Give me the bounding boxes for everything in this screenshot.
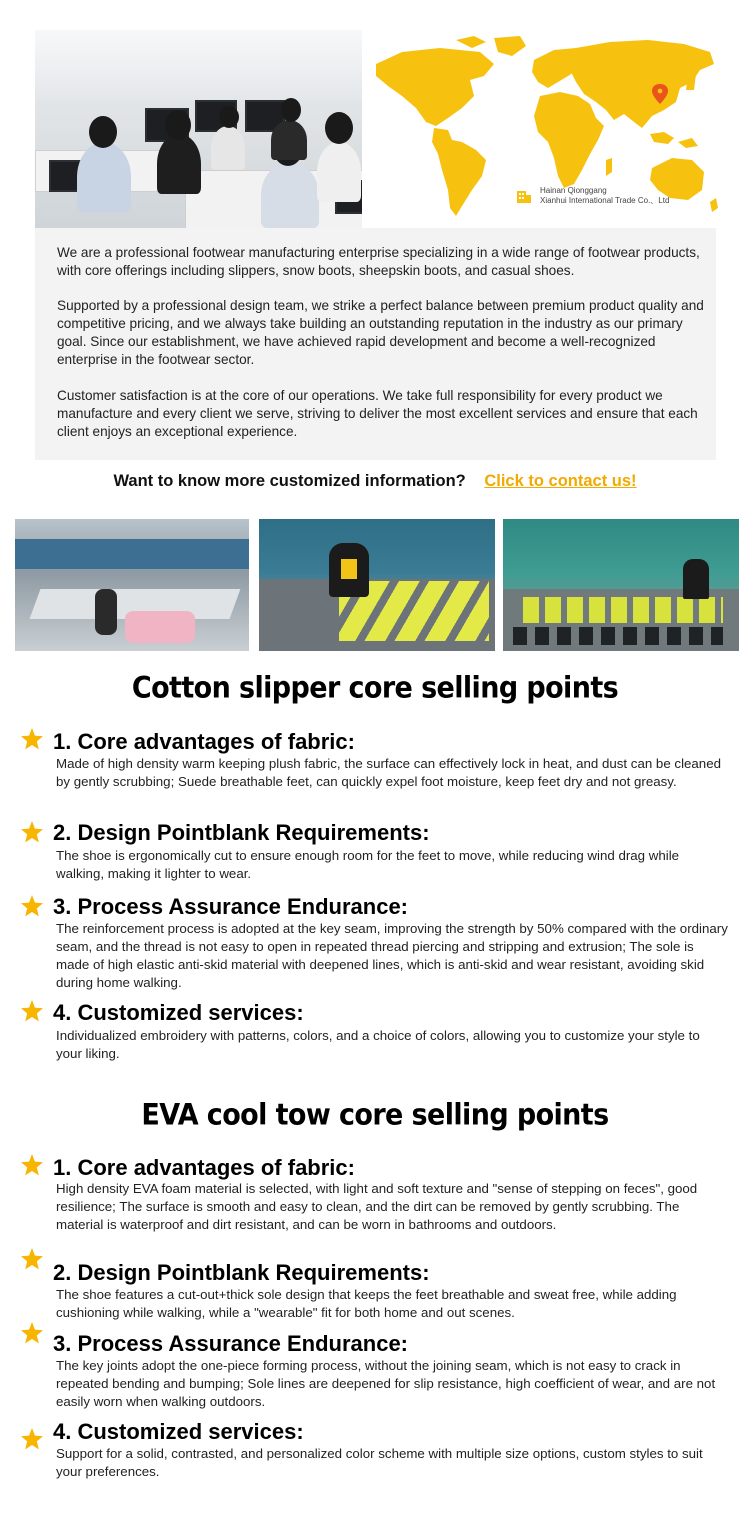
section-title-cotton: Cotton slipper core selling points — [131, 671, 619, 706]
cotton-point-2-body: The shoe is ergonomically cut to ensure enough room for the feet to move, while reducing wind drag while walking, making it lighter to wear. — [56, 848, 680, 881]
cotton-point-4-body: Individualized embroidery with patterns, colors, and a choice of colors, allowing you to customize your style to your liking. — [56, 1028, 700, 1061]
contact-us-link[interactable]: Click to contact us! — [484, 472, 637, 490]
office-team-photo — [35, 30, 362, 228]
star-icon — [20, 727, 44, 751]
contact-cta — [0, 472, 750, 491]
factory-photo-3 — [503, 519, 739, 651]
star-icon — [20, 820, 44, 844]
eva-point-1-body: High density EVA foam material is selected, with light and soft texture and "sense of stepping on feces", good resilience; The surface is smooth and easy to clean, and the dirt can be removed by gently scrubbing. The material is waterproof and dirt resistant, and can be worn in bathrooms and outdoors. — [56, 1181, 698, 1232]
cotton-point-1-title: 1. Core advantages of fabric: — [53, 729, 355, 754]
company-caption — [540, 186, 669, 206]
eva-point-4-body: Support for a solid, contrasted, and personalized color scheme with multiple size options, custom styles to suit your preferences. — [56, 1446, 703, 1479]
cotton-point-3-body: The reinforcement process is adopted at the key seam, improving the strength by 50% compared with the ordinary seam, and the thread is not easy to open in repeated thread piercing and stripping and extrusion; The sole is made of high elastic anti-skid material with deepened lines, which is anti-skid and wear resistant, avoiding skid during home walking. — [56, 921, 728, 990]
company-intro-box — [35, 228, 716, 460]
intro-paragraph-1: We are a professional footwear manufacturing enterprise specializing in a wide range of footwear products, with core offerings including slippers, snow boots, sheepskin boots, and casual shoes. — [57, 245, 700, 278]
company-caption-line1: Hainan Qionggang — [540, 186, 607, 195]
star-icon — [20, 1247, 44, 1271]
company-caption-line2: Xianhui International Trade Co.、Ltd — [540, 196, 670, 205]
factory-photo-2 — [259, 519, 495, 651]
cotton-point-1-body: Made of high density warm keeping plush fabric, the surface can effectively lock in heat, and dust can be cleaned by gently scrubbing; Suede breathable feet, can quickly expel foot moisture, keep feet dry and not greasy. — [56, 756, 721, 789]
eva-point-3-body: The key joints adopt the one-piece forming process, without the joining seam, which is not easy to crack in repeated bending and bumping; Sole lines are deepened for slip resistance, high coefficient of wear, and are not easily worn when walking outdoors. — [56, 1358, 716, 1409]
star-icon — [20, 1321, 44, 1345]
star-icon — [20, 1153, 44, 1177]
eva-point-4-title: 4. Customized services: — [53, 1419, 304, 1444]
cta-question: Want to know more customized information? — [113, 472, 466, 490]
eva-point-3-title: 3. Process Assurance Endurance: — [53, 1331, 409, 1356]
section-title-eva: EVA cool tow core selling points — [141, 1098, 609, 1133]
cotton-point-3-title: 3. Process Assurance Endurance: — [53, 894, 409, 919]
cotton-point-2-title: 2. Design Pointblank Requirements: — [53, 820, 430, 845]
star-icon — [20, 999, 44, 1023]
cotton-point-4-title: 4. Customized services: — [53, 1000, 304, 1025]
star-icon — [20, 1427, 44, 1451]
building-icon — [516, 188, 532, 204]
star-icon — [20, 894, 44, 918]
eva-point-2-body: The shoe features a cut-out+thick sole design that keeps the feet breathable and sweat free, while adding cushioning while walking, while a "wearable" fit for both home and out scenes. — [56, 1287, 677, 1320]
eva-point-1-title: 1. Core advantages of fabric: — [53, 1155, 355, 1180]
intro-paragraph-2: Supported by a professional design team, we strike a perfect balance between premium product quality and competitive pricing, and we always take building an outstanding reputation in the industry as our primary goal. Since our establishment, we have achieved rapid development and become a well-recognized enterprise in the footwear sector. — [57, 298, 704, 367]
intro-paragraph-3: Customer satisfaction is at the core of our operations. We take full responsibility for every product we manufacture and every client we serve, striving to deliver the most excellent services and ensure that each client enjoys an exceptional experience. — [57, 388, 698, 439]
factory-photo-1 — [15, 519, 249, 651]
eva-point-2-title: 2. Design Pointblank Requirements: — [53, 1260, 430, 1285]
